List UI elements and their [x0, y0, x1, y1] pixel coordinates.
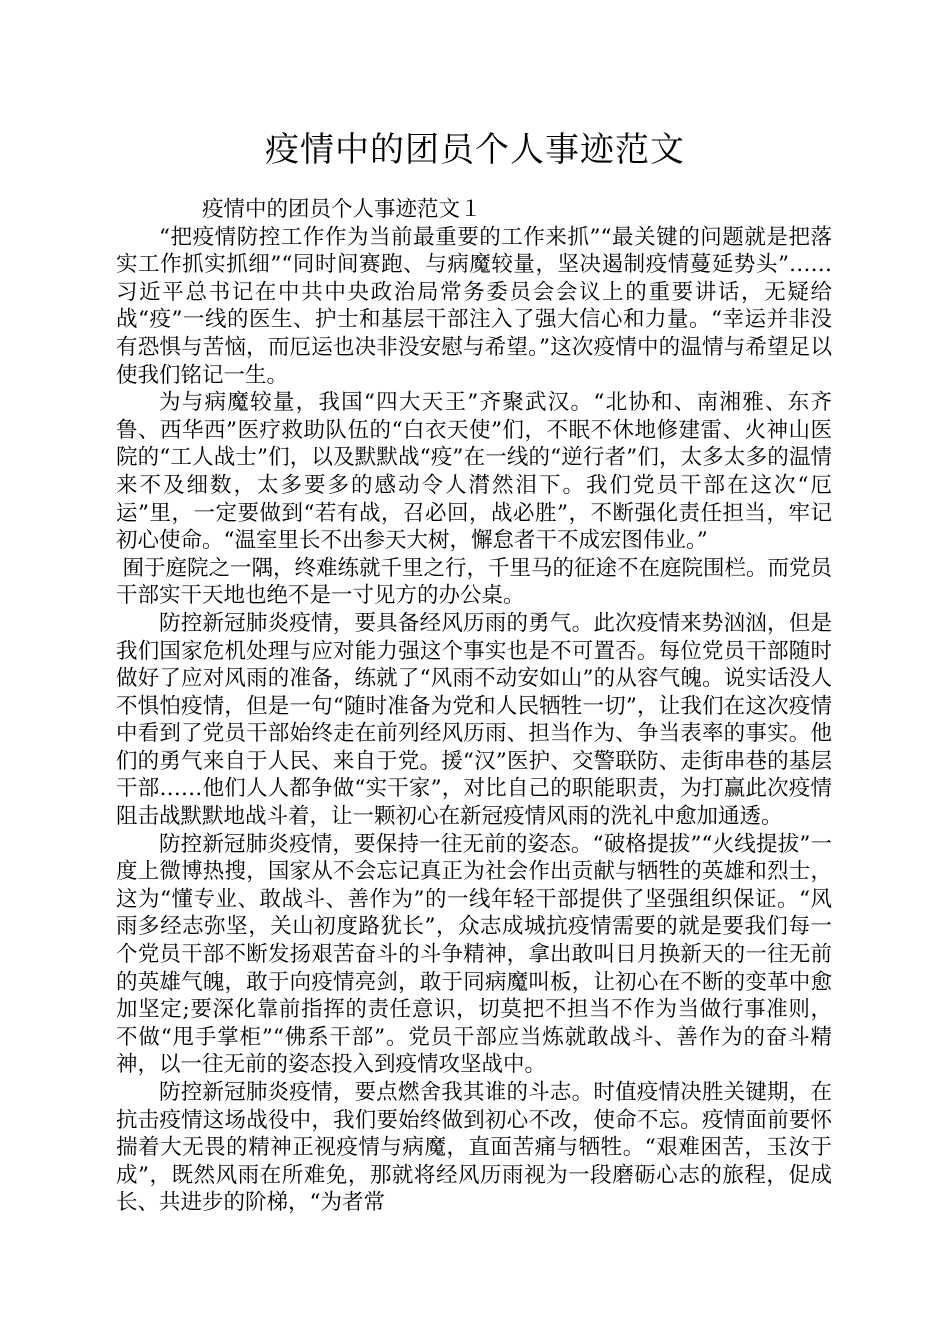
document-body — [116, 196, 832, 1217]
paragraph: 为与病魔较量，我国“四大天王”齐聚武汉。“北协和、南湘雅、东齐鲁、西华西”医疗救助队伍的“白衣天使”们，不眠不休地修建雷、火神山医院的“工人战士”们，以及默默战“疫”在一线的“逆行者”们，太多太多的温情来不及细数，太多要多的感动令人潸然泪下。我们党员干部在这次“厄运”里，一定要做到“若有战，召必回，战必胜”，不断强化责任担当，牢记初心使命。“温室里长不出参天大树，懈怠者干不成宏图伟业。” — [116, 390, 832, 554]
paragraph: “把疫情防控工作作为当前最重要的工作来抓”“最关键的问题就是把落实工作抓实抓细”“同时间赛跑、与病魔较量，坚决遏制疫情蔓延势头”……习近平总书记在中共中央政治局常务委员会会议上的重要讲话，无疑给战“疫”一线的医生、护士和基层干部注入了强大信心和力量。“幸运并非没有恐惧与苦恼，而厄运也决非没安慰与希望。”这次疫情中的温情与希望足以使我们铭记一生。 — [116, 224, 832, 388]
section-subtitle: 疫情中的团员个人事迹范文１ — [202, 197, 482, 222]
paragraph: 囿于庭院之一隅，终难练就千里之行，千里马的征途不在庭院围栏。而党员干部实干天地也绝不是一寸见方的办公桌。 — [116, 555, 832, 609]
paragraph: 防控新冠肺炎疫情，要保持一往无前的姿态。“破格提拔”“火线提拔”一度上微博热搜，国家从不会忘记真正为社会作出贡献与牺牲的英雄和烈士，这为“懂专业、敢战斗、善作为”的一线年轻干部提供了坚强组织保证。“风雨多经志弥坚，关山初度路犹长”，众志成城抗疫情需要的就是要我们每一个党员干部不断发扬艰苦奋斗的斗争精神，拿出敢叫日月换新天的一往无前的英雄气魄，敢于向疫情亮剑，敢于同病魔叫板，让初心在不断的变革中愈加坚定;要深化靠前指挥的责任意识，切莫把不担当不作为当做行事准则，不做“甩手掌柜”“佛系干部”。党员干部应当炼就敢战斗、善作为的奋斗精神，以一往无前的姿态投入到疫情攻坚战中。 — [116, 831, 832, 1078]
document-title: 疫情中的团员个人事迹范文 — [265, 130, 685, 170]
paragraph: 防控新冠肺炎疫情，要具备经风历雨的勇气。此次疫情来势汹汹，但是我们国家危机处理与应对能力强这个事实也是不可置否。每位党员干部随时做好了应对风雨的准备，练就了“风雨不动安如山”的从容气魄。说实话没人不惧怕疫情，但是一句“随时准备为党和人民牺牲一切”，让我们在这次疫情中看到了党员干部始终走在前列经风历雨、担当作为、争当表率的事实。他们的勇气来自于人民、来自于党。援“汉”医护、交警联防、走街串巷的基层干部……他们人人都争做“实干家”，对比自己的职能职责，为打赢此次疫情阻击战默默地战斗着，让一颗初心在新冠疫情风雨的洗礼中愈加通透。 — [116, 610, 832, 830]
paragraph: 防控新冠肺炎疫情，要点燃舍我其谁的斗志。时值疫情决胜关键期，在抗击疫情这场战役中，我们要始终做到初心不改，使命不忘。疫情面前要怀揣着大无畏的精神正视疫情与病魔，直面苦痛与牺牲。“艰难困苦，玉汝于成”，既然风雨在所难免，那就将经风历雨视为一段磨砺心志的旅程，促成长、共进步的阶梯，“为者常 — [116, 1080, 832, 1216]
